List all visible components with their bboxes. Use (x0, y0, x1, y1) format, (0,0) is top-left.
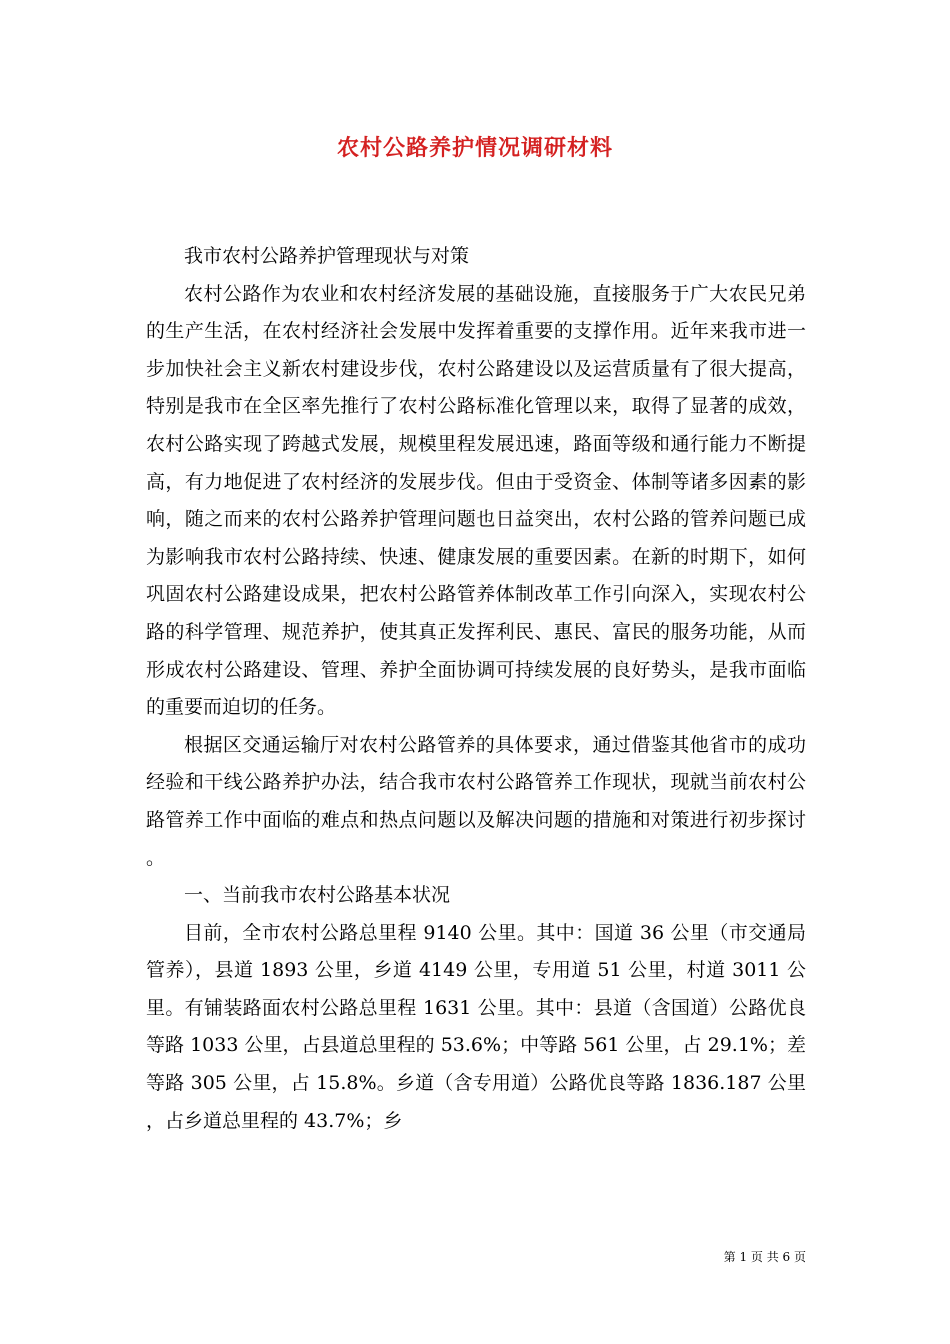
paragraph-status: 目前，全市农村公路总里程 9140 公里。其中：国道 36 公里（市交通局管养），县道 1893 公里，乡道 4149 公里，专用道 51 公里，村道 3011 公里。有铺装路面农村公路总里程 1631 公里。其中：县道（含国道）公路优良等路 1033 公里，占县道总里程的 53.6%；中等路 561 公里，占 29.1%；差等路 305 公里，占 15.8%。乡道（含专用道）公路优良等路 1836.187 公里，占乡道总里程的 43.7%；乡 (146, 921, 806, 1132)
page-number-footer: 第 1 页 共 6 页 (723, 1250, 806, 1264)
section-heading: 一、当前我市农村公路基本状况 (184, 884, 451, 907)
document-title: 农村公路养护情况调研材料 (336, 135, 613, 161)
document-subtitle: 我市农村公路养护管理现状与对策 (184, 245, 470, 267)
paragraph-intro: 农村公路作为农业和农村经济发展的基础设施，直接服务于广大农民兄弟的生产生活，在农村经济社会发展中发挥着重要的支撑作用。近年来我市进一步加快社会主义新农村建设步伐，农村公路建设以及运营质量有了很大提高，特别是我市在全区率先推行了农村公路标准化管理以来，取得了显著的成效，农村公路实现了跨越式发展，规模里程发展迅速，路面等级和通行能力不断提高，有力地促进了农村经济的发展步伐。但由于受资金、体制等诸多因素的影响，随之而来的农村公路养护管理问题也日益突出，农村公路的管养问题已成为影响我市农村公路持续、快速、健康发展的重要因素。在新的时期下，如何巩固农村公路建设成果，把农村公路管养体制改革工作引向深入，实现农村公路的科学管理、规范养护，使其真正发挥利民、惠民、富民的服务功能，从而形成农村公路建设、管理、养护全面协调可持续发展的良好势头，是我市面临的重要而迫切的任务。 (146, 282, 806, 719)
paragraph-basis: 根据区交通运输厅对农村公路管养的具体要求，通过借鉴其他省市的成功经验和干线公路养护办法，结合我市农村公路管养工作现状，现就当前农村公路管养工作中面临的难点和热点问题以及解决问题的措施和对策进行初步探讨。 (146, 733, 806, 869)
document-body (146, 238, 806, 1140)
